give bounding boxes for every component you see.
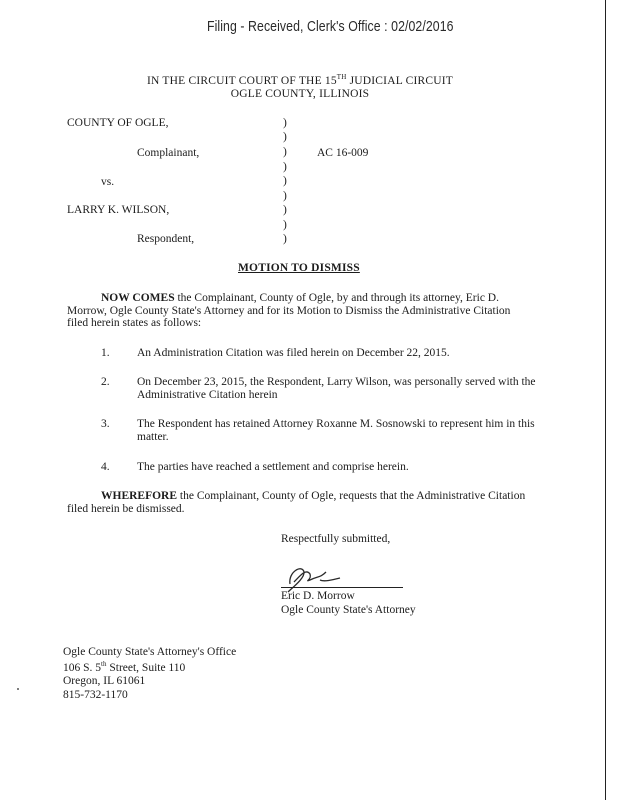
caption-bracket: ) xyxy=(283,117,287,129)
item-number: 2. xyxy=(101,376,110,388)
signature-image xyxy=(280,558,350,594)
caption-bracket: ) xyxy=(283,175,287,187)
item-number: 4. xyxy=(101,461,110,473)
scan-speck xyxy=(17,688,19,690)
caption-bracket: ) xyxy=(283,219,287,231)
caption-bracket: ) xyxy=(283,131,287,143)
item-text: On December 23, 2015, the Respondent, Larry Wilson, was personally served with the Administrative Citation herein xyxy=(137,376,536,401)
office-street: 106 S. 5th Street, Suite 110 xyxy=(63,660,186,674)
item-text: The parties have reached a settlement and comprise herein. xyxy=(137,461,409,473)
item-number: 3. xyxy=(101,418,110,430)
caption-bracket: ) xyxy=(283,146,287,158)
plaintiff-name: COUNTY OF OGLE, xyxy=(67,117,169,129)
case-number: AC 16-009 xyxy=(317,147,369,159)
item-number: 1. xyxy=(101,347,110,359)
filing-stamp: Filing - Received, Clerk's Office : 02/02/2016 xyxy=(207,18,454,35)
court-heading-line1: IN THE CIRCUIT COURT OF THE 15TH JUDICIAL CIRCUIT xyxy=(147,73,453,87)
item-text: The Respondent has retained Attorney Roxanne M. Sosnowski to represent him in this matter. xyxy=(137,418,535,443)
signer-name: Eric D. Morrow xyxy=(281,590,355,602)
caption-bracket: ) xyxy=(283,190,287,202)
signer-title: Ogle County State's Attorney xyxy=(281,604,416,616)
item-text: An Administration Citation was filed herein on December 22, 2015. xyxy=(137,347,450,359)
office-phone: 815-732-1170 xyxy=(63,689,128,701)
defendant-name: LARRY K. WILSON, xyxy=(67,204,170,216)
office-name: Ogle County State's Attorney's Office xyxy=(63,646,237,658)
caption-bracket: ) xyxy=(283,204,287,216)
versus-label: vs. xyxy=(101,176,115,188)
caption-bracket: ) xyxy=(283,233,287,245)
signature-line xyxy=(281,587,403,588)
office-city: Oregon, IL 61061 xyxy=(63,675,146,687)
defendant-role: Respondent, xyxy=(137,233,195,245)
scan-edge-line xyxy=(605,0,606,800)
court-heading-line2: OGLE COUNTY, ILLINOIS xyxy=(230,88,370,100)
closing-text: Respectfully submitted, xyxy=(281,533,391,545)
wherefore-paragraph: WHEREFORE the Complainant, County of Ogle, requests that the Administrative Citation filed herein be dismissed. xyxy=(67,490,526,515)
document-title: MOTION TO DISMISS xyxy=(238,262,360,274)
intro-paragraph: NOW COMES the Complainant, County of Ogle, by and through its attorney, Eric D. Morrow, Ogle County State's Attorney and for its Motion to Dismiss the Administrative Citation filed herein states as follows: xyxy=(67,292,511,329)
plaintiff-role: Complainant, xyxy=(137,147,200,159)
caption-bracket: ) xyxy=(283,161,287,173)
